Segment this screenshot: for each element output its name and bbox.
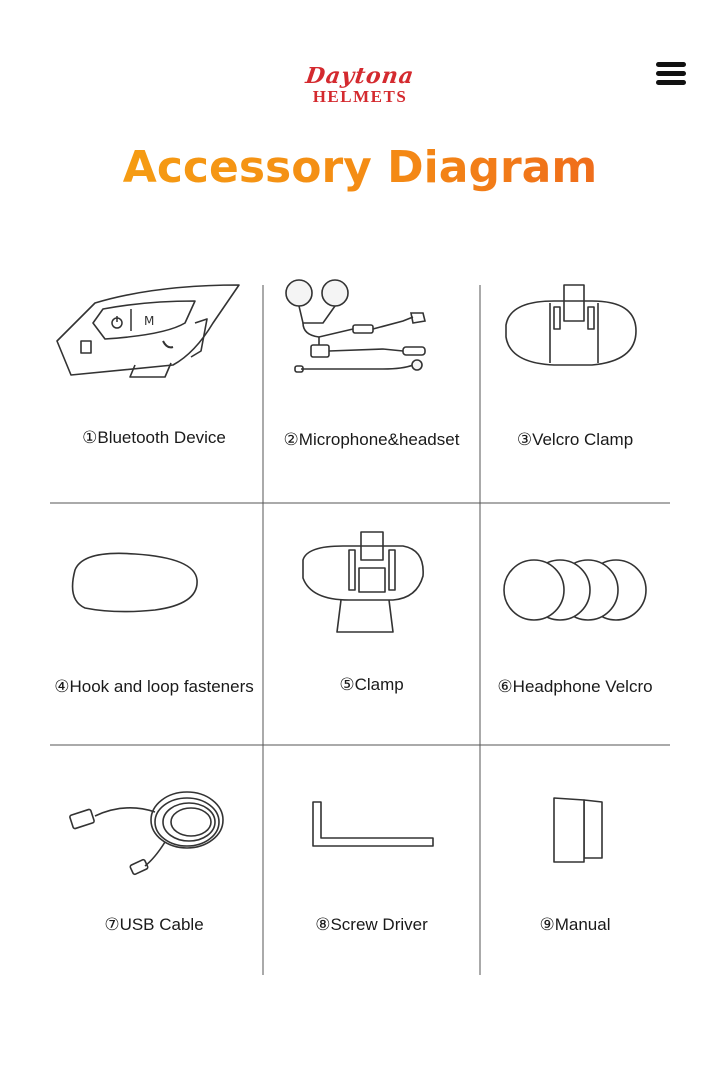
accessory-label: ③Velcro Clamp <box>516 430 634 449</box>
accessory-label: ①Bluetooth Device <box>82 428 226 447</box>
accessory-label: ⑥Headphone Velcro <box>497 677 653 696</box>
accessory-item-9 <box>480 762 670 962</box>
accessory-item-8 <box>263 762 480 962</box>
accessory-label: ⑤Clamp <box>339 675 404 694</box>
accessory-item-7 <box>45 762 263 962</box>
accessory-item-3 <box>480 265 670 465</box>
accessory-label: ⑦USB Cable <box>104 915 204 934</box>
accessory-label: ⑧Screw Driver <box>315 915 428 934</box>
accessory-item-2 <box>263 265 480 465</box>
device-button-m: M <box>144 314 155 328</box>
accessory-item-1 <box>45 265 263 465</box>
brand-logo-block: HELMETS <box>312 87 408 106</box>
accessory-label: ⑨Manual <box>539 915 611 934</box>
accessory-item-6 <box>480 520 670 720</box>
accessory-label: ④Hook and loop fasteners <box>54 677 254 696</box>
accessory-label: ②Microphone&headset <box>283 430 460 449</box>
page-title: Accessory Diagram <box>0 138 720 198</box>
accessory-item-4 <box>45 520 263 720</box>
accessory-item-5 <box>263 520 480 720</box>
brand-logo-script: Daytona <box>304 63 416 89</box>
